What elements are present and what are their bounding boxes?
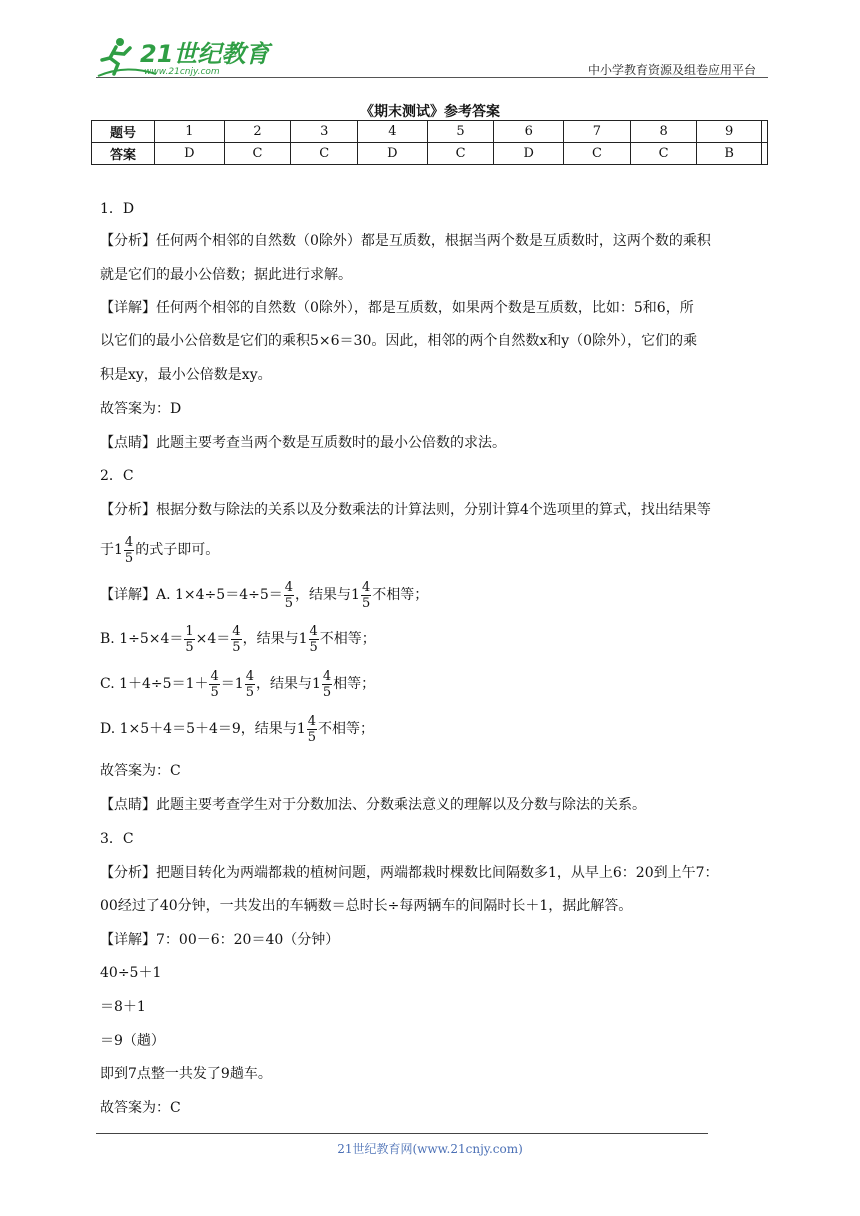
site-logo	[96, 34, 296, 80]
denominator: 5	[284, 595, 294, 611]
fraction	[307, 714, 317, 745]
q3-calc: ＝9（趟）	[100, 1033, 165, 1049]
table-cell: C	[291, 143, 358, 165]
table-cell: D	[358, 143, 428, 165]
numerator: 4	[361, 579, 371, 595]
fraction	[184, 624, 194, 655]
text: C. 1＋4÷5＝1＋	[100, 676, 209, 692]
table-cell: D	[494, 143, 564, 165]
numerator: 4	[309, 623, 318, 639]
whole: 1	[296, 721, 306, 737]
answer-table	[91, 120, 768, 165]
fraction	[209, 669, 219, 700]
numerator: 4	[124, 534, 134, 550]
text: 【详解】A. 1×4÷5＝4÷5＝	[100, 587, 283, 603]
fraction	[361, 580, 371, 611]
table-cell: C	[224, 143, 291, 165]
q1-analysis: 【分析】任何两个相邻的自然数（0除外）都是互质数，根据当两个数是互质数时，这两个数的乘积	[100, 233, 711, 249]
numerator: 4	[210, 668, 219, 684]
table-cell: D	[155, 143, 225, 165]
mixed-fraction	[299, 622, 320, 656]
table-cell: B	[697, 143, 761, 165]
q3-number: 3．C	[100, 831, 134, 847]
q2-analysis-cont	[100, 533, 219, 567]
q3-detail: 【详解】7：00－6：20＝40（分钟）	[100, 932, 340, 948]
svg-text:www.21cnjy.com: www.21cnjy.com	[144, 67, 220, 77]
q1-analysis-cont: 就是它们的最小公倍数；据此进行求解。	[100, 267, 352, 283]
q1-answer: 故答案为：D	[100, 401, 182, 417]
numerator: 1	[185, 623, 194, 639]
q1-detail-cont: 以它们的最小公倍数是它们的乘积5×6＝30。因此，相邻的两个自然数x和y（0除外），它们的乘	[100, 333, 698, 349]
table-cell	[761, 143, 767, 165]
table-cell: 7	[564, 121, 631, 143]
numerator: 4	[284, 579, 294, 595]
table-row-numbers	[92, 121, 768, 143]
denominator: 5	[245, 684, 254, 700]
footer-link[interactable]: 21世纪教育网(www.21cnjy.com)	[337, 1142, 523, 1156]
denominator: 5	[124, 550, 134, 566]
mixed-fraction	[312, 667, 333, 701]
text: B. 1÷5×4＝	[100, 631, 184, 647]
table-cell: 6	[494, 121, 564, 143]
table-cell	[761, 121, 767, 143]
whole: 1	[114, 542, 123, 558]
q2-detail-a	[100, 578, 428, 612]
denominator: 5	[210, 684, 219, 700]
numerator: 4	[307, 713, 317, 729]
mixed-fraction	[235, 667, 256, 701]
q3-calc: ＝8＋1	[100, 999, 146, 1015]
q2-answer: 故答案为：C	[100, 763, 181, 779]
fraction	[322, 669, 332, 700]
numerator: 4	[245, 668, 254, 684]
table-cell: 8	[630, 121, 697, 143]
table-cell: 3	[291, 121, 358, 143]
text: 的式子即可。	[135, 542, 220, 558]
text: 相等；	[333, 676, 376, 692]
q1-detail: 【详解】任何两个相邻的自然数（0除外），都是互质数，如果两个数是互质数，比如：5和6，所	[100, 300, 694, 316]
whole: 1	[311, 676, 321, 692]
whole: 1	[298, 631, 308, 647]
platform-name: 中小学教育资源及组卷应用平台	[587, 63, 756, 77]
q2-comment: 【点睛】此题主要考查学生对于分数加法、分数乘法意义的理解以及分数与除法的关系。	[100, 797, 646, 813]
mixed-fraction	[297, 712, 318, 746]
text: ，结果与	[295, 587, 352, 603]
fraction	[309, 624, 319, 655]
mixed-fraction	[114, 533, 135, 567]
table-cell: 4	[358, 121, 428, 143]
q2-detail-b	[100, 622, 376, 656]
denominator: 5	[185, 639, 194, 655]
table-cell: 9	[697, 121, 761, 143]
q3-calc: 40÷5＋1	[100, 965, 162, 981]
whole: 1	[234, 676, 244, 692]
q2-analysis: 【分析】根据分数与除法的关系以及分数乘法的计算法则，分别计算4个选项里的算式，找出结果等	[100, 502, 711, 518]
q2-number: 2．C	[100, 468, 134, 484]
q3-answer: 故答案为：C	[100, 1100, 181, 1116]
text: 不相等；	[319, 631, 376, 647]
q2-detail-d	[100, 712, 374, 746]
table-cell: C	[564, 143, 631, 165]
table-cell: C	[630, 143, 697, 165]
header-divider	[96, 77, 768, 78]
svg-text:21世纪教育: 21世纪教育	[140, 40, 270, 68]
table-cell: 1	[155, 121, 225, 143]
numerator: 4	[232, 623, 241, 639]
text: ，结果与	[242, 631, 299, 647]
table-cell: C	[427, 143, 494, 165]
text: 不相等；	[372, 587, 429, 603]
numerator: 4	[322, 668, 332, 684]
q3-conclusion: 即到7点整一共发了9趟车。	[100, 1066, 272, 1082]
q1-comment: 【点睛】此题主要考查当两个数是互质数时的最小公倍数的求法。	[100, 435, 506, 451]
q2-detail-c	[100, 667, 375, 701]
fraction	[124, 535, 134, 566]
text: D. 1×5＋4＝5＋4＝9，结果与	[100, 721, 297, 737]
mixed-fraction	[351, 578, 372, 612]
denominator: 5	[361, 595, 371, 611]
page-header	[96, 34, 768, 80]
row-label: 题号	[92, 121, 155, 143]
table-cell: 5	[427, 121, 494, 143]
whole: 1	[351, 587, 360, 603]
text: ＝	[220, 676, 235, 692]
denominator: 5	[232, 639, 241, 655]
row-label: 答案	[92, 143, 155, 165]
fraction	[245, 669, 255, 700]
text: 不相等；	[318, 721, 375, 737]
fraction	[231, 624, 241, 655]
text: ×4＝	[195, 631, 231, 647]
q1-detail-cont: 积是xy，最小公倍数是xy。	[100, 367, 272, 383]
q3-analysis-cont: 00经过了40分钟，一共发出的车辆数＝总时长÷每两辆车的间隔时长＋1，据此解答。	[100, 898, 633, 914]
table-row-answers	[92, 143, 768, 165]
denominator: 5	[322, 684, 332, 700]
page-title: 《期末测试》参考答案	[360, 104, 500, 120]
text: 于	[100, 542, 114, 558]
q3-analysis: 【分析】把题目转化为两端都栽的植树问题，两端都栽时棵数比间隔数多1，从早上6：20到上午7：	[100, 865, 719, 881]
q1-number: 1．D	[100, 201, 135, 217]
text: ，结果与	[255, 676, 312, 692]
table-cell: 2	[224, 121, 291, 143]
footer-divider	[96, 1133, 708, 1134]
denominator: 5	[309, 639, 318, 655]
fraction	[284, 580, 294, 611]
denominator: 5	[307, 729, 317, 745]
